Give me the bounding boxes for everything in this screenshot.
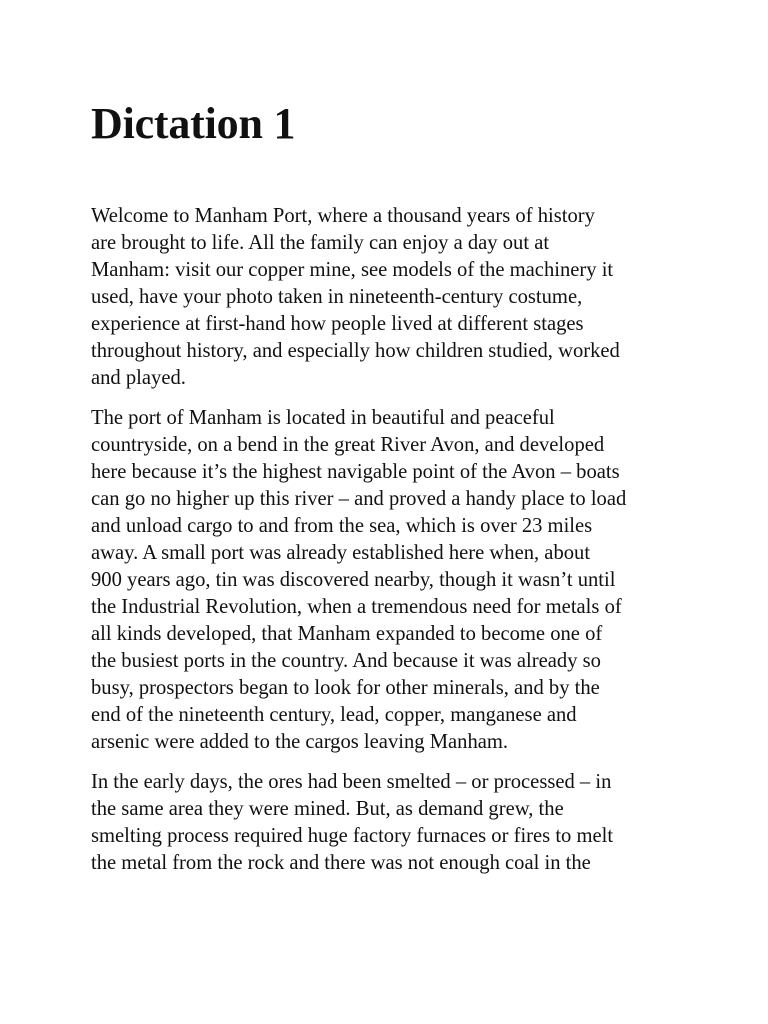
text-line: and unload cargo to and from the sea, which is over 23 miles [91,515,593,537]
text-line: Manham: visit our copper mine, see models of the machinery it [91,259,614,281]
text-line: the metal from the rock and there was not enough coal in the [91,852,591,874]
text-line: all kinds developed, that Manham expanded to become one of [91,623,603,645]
paragraph [91,769,691,877]
text-line: used, have your photo taken in nineteenth-century costume, [91,286,583,308]
document-body [91,203,691,890]
text-line: smelting process required huge factory furnaces or fires to melt [91,825,614,847]
paragraph [91,203,691,392]
text-line: and played. [91,367,186,389]
text-line: the busiest ports in the country. And because it was already so [91,650,601,672]
text-line: the same area they were mined. But, as demand grew, the [91,798,564,820]
text-line: away. A small port was already established here when, about [91,542,591,564]
text-line: experience at first-hand how people lived at different stages [91,313,584,335]
text-line: can go no higher up this river – and proved a handy place to load [91,488,627,510]
text-line: The port of Manham is located in beautiful and peaceful [91,407,555,429]
page-title: Dictation 1 [91,99,296,148]
text-line: countryside, on a bend in the great River Avon, and developed [91,434,605,456]
text-line: Welcome to Manham Port, where a thousand years of history [91,205,595,227]
paragraph [91,405,691,756]
text-line: the Industrial Revolution, when a tremendous need for metals of [91,596,622,618]
text-line: here because it’s the highest navigable point of the Avon – boats [91,461,620,483]
text-line: throughout history, and especially how children studied, worked [91,340,620,362]
text-line: In the early days, the ores had been smelted – or processed – in [91,771,612,793]
text-line: are brought to life. All the family can enjoy a day out at [91,232,550,254]
text-line: busy, prospectors began to look for other minerals, and by the [91,677,600,699]
text-line: 900 years ago, tin was discovered nearby, though it wasn’t until [91,569,616,591]
text-line: end of the nineteenth century, lead, copper, manganese and [91,704,577,726]
text-line: arsenic were added to the cargos leaving Manham. [91,731,509,753]
